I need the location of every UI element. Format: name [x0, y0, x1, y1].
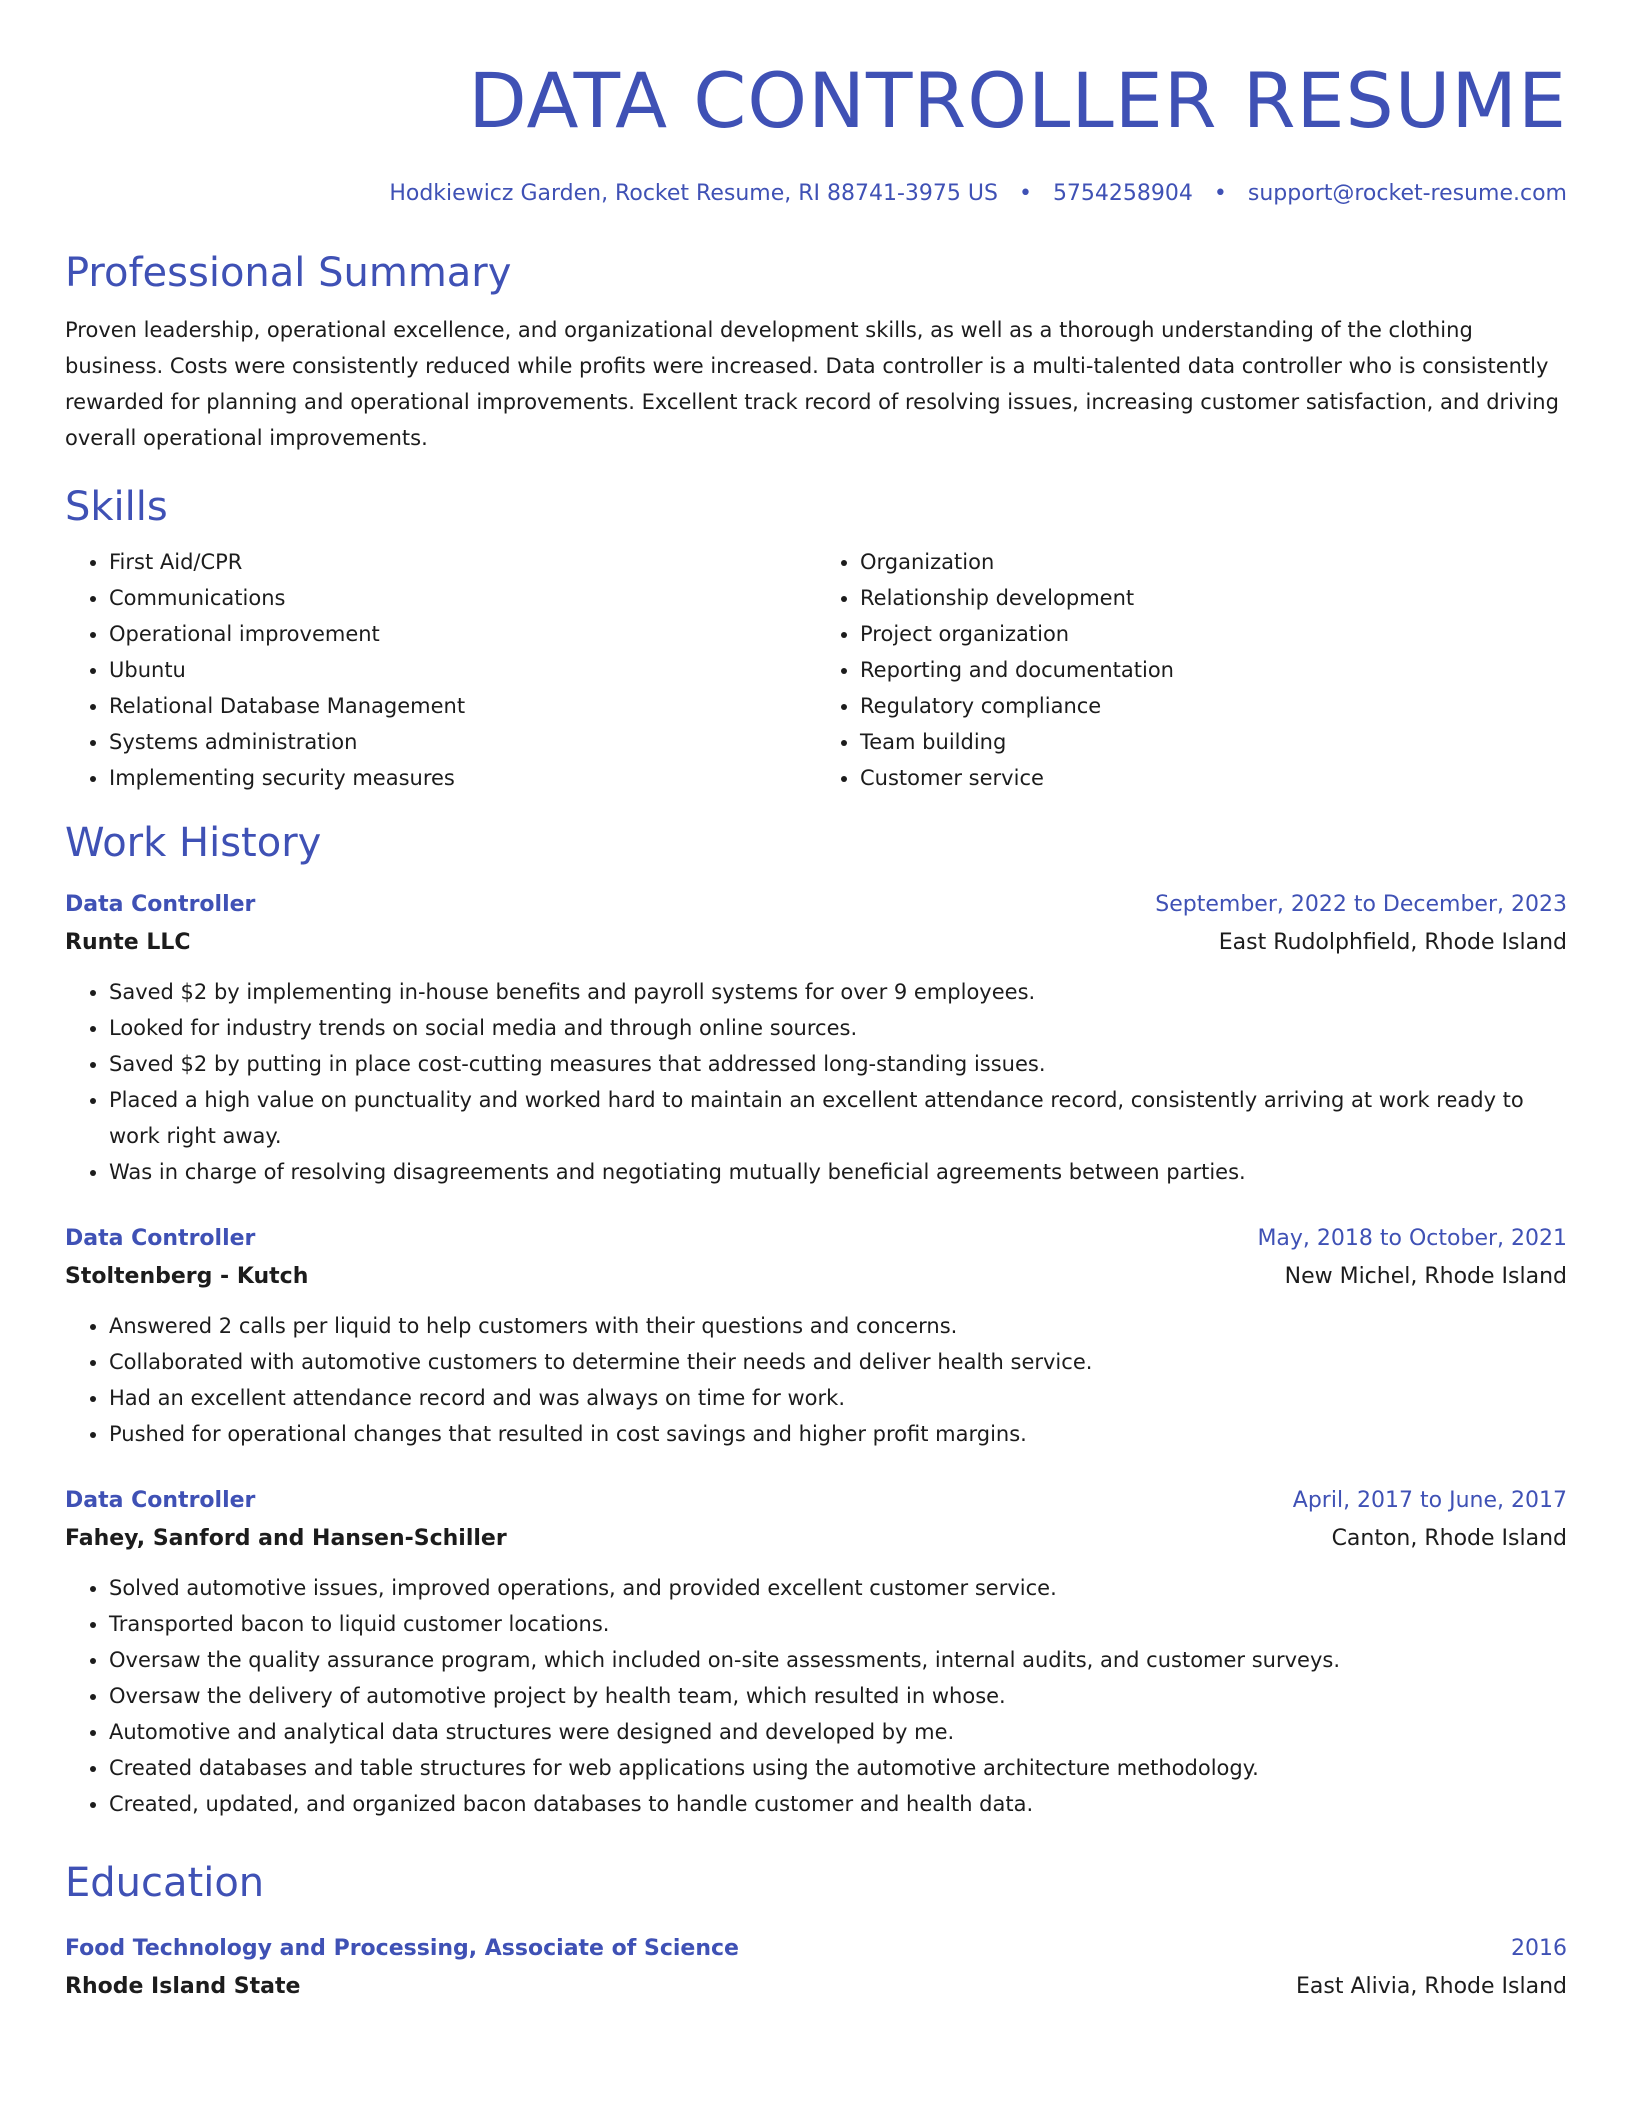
skill-item: • Team building — [860, 724, 1567, 760]
skill-item: • Regulatory compliance — [860, 688, 1567, 724]
skill-item: • Relationship development — [860, 580, 1567, 616]
job-bullet: • Created, updated, and organized bacon databases to handle customer and health data. — [109, 1786, 1567, 1822]
job-bullet: • Answered 2 calls per liquid to help customers with their questions and concerns. — [109, 1308, 1567, 1344]
job-title: Data Controller — [65, 892, 256, 917]
job-bullet: • Solved automotive issues, improved operations, and provided excellent customer service. — [109, 1570, 1567, 1606]
skills-column-right — [816, 544, 1567, 796]
job-bullet: • Collaborated with automotive customers to determine their needs and deliver health service. — [109, 1344, 1567, 1380]
contact-address: Hodkiewicz Garden, Rocket Resume, RI 88741-3975 US — [389, 181, 998, 206]
education-year: 2016 — [1511, 1936, 1567, 1961]
job-title: Data Controller — [65, 1226, 256, 1251]
skill-item: • Ubuntu — [109, 652, 816, 688]
skills-heading: Skills — [65, 484, 168, 530]
job-location: East Rudolphfield, Rhode Island — [1218, 930, 1567, 955]
job-company: Stoltenberg - Kutch — [65, 1264, 309, 1289]
job-location: Canton, Rhode Island — [1331, 1526, 1567, 1551]
skill-item: • Communications — [109, 580, 816, 616]
job-bullets — [65, 1570, 1567, 1822]
job-dates: April, 2017 to June, 2017 — [1292, 1488, 1567, 1513]
education-location: East Alivia, Rhode Island — [1296, 1974, 1567, 1999]
education-school: Rhode Island State — [65, 1974, 301, 1999]
job-bullet: • Pushed for operational changes that resulted in cost savings and higher profit margins. — [109, 1416, 1567, 1452]
job-dates: May, 2018 to October, 2021 — [1257, 1226, 1567, 1251]
job-bullet: • Placed a high value on punctuality and worked hard to maintain an excellent attendance record, consistently arriving at work ready to work right away. — [109, 1082, 1567, 1154]
skill-item: • Customer service — [860, 760, 1567, 796]
job-title: Data Controller — [65, 1488, 256, 1513]
contact-phone: 5754258904 — [1052, 181, 1193, 206]
job-bullet: • Had an excellent attendance record and was always on time for work. — [109, 1380, 1567, 1416]
job-company: Fahey, Sanford and Hansen-Schiller — [65, 1526, 507, 1551]
job-dates: September, 2022 to December, 2023 — [1155, 892, 1567, 917]
skill-item: • Reporting and documentation — [860, 652, 1567, 688]
contact-separator: • — [1213, 181, 1227, 206]
job-bullet: • Automotive and analytical data structures were designed and developed by me. — [109, 1714, 1567, 1750]
skill-item: • Implementing security measures — [109, 760, 816, 796]
summary-text: Proven leadership, operational excellence, and organizational development skills, as well as a thorough understanding of the clothing business. Costs were consistently reduced while profits were increased. Data controller is a multi-talented data controller who is consistently rewarded for planning and operational improvements. Excellent track record of resolving issues, increasing customer satisfaction, and driving overall operational improvements. — [65, 318, 1559, 450]
job-entry — [65, 1482, 1567, 1822]
summary-heading: Professional Summary — [65, 250, 512, 296]
job-bullet: • Was in charge of resolving disagreements and negotiating mutually beneficial agreements between parties. — [109, 1154, 1567, 1190]
skill-item: • Project organization — [860, 616, 1567, 652]
job-entry — [65, 1220, 1567, 1452]
job-location: New Michel, Rhode Island — [1284, 1264, 1567, 1289]
education-degree: Food Technology and Processing, Associate of Science — [65, 1936, 739, 1961]
job-entry — [65, 886, 1567, 1190]
education-heading: Education — [65, 1860, 265, 1906]
job-bullet: • Transported bacon to liquid customer locations. — [109, 1606, 1567, 1642]
job-bullet: • Saved $2 by putting in place cost-cutting measures that addressed long-standing issues. — [109, 1046, 1567, 1082]
job-bullet: • Looked for industry trends on social media and through online sources. — [109, 1010, 1567, 1046]
skills-column-left — [65, 544, 816, 796]
resume-title: DATA CONTROLLER RESUME — [468, 56, 1567, 145]
education-entry — [65, 1930, 1567, 2006]
job-bullets — [65, 1308, 1567, 1452]
skill-item: • Relational Database Management — [109, 688, 816, 724]
contact-line — [65, 180, 1567, 208]
skill-item: • Operational improvement — [109, 616, 816, 652]
job-company: Runte LLC — [65, 930, 191, 955]
job-bullet: • Oversaw the delivery of automotive project by health team, which resulted in whose. — [109, 1678, 1567, 1714]
job-bullet: • Created databases and table structures for web applications using the automotive architecture methodology. — [109, 1750, 1567, 1786]
job-bullets — [65, 974, 1567, 1190]
skills-list — [65, 544, 1567, 796]
skill-item: • Systems administration — [109, 724, 816, 760]
skill-item: • First Aid/CPR — [109, 544, 816, 580]
job-bullet: • Saved $2 by implementing in-house benefits and payroll systems for over 9 employees. — [109, 974, 1567, 1010]
contact-email: support@rocket-resume.com — [1247, 181, 1567, 206]
job-bullet: • Oversaw the quality assurance program, which included on-site assessments, internal audits, and customer surveys. — [109, 1642, 1567, 1678]
work-history-heading: Work History — [65, 820, 322, 866]
contact-separator: • — [1018, 181, 1032, 206]
skill-item: • Organization — [860, 544, 1567, 580]
